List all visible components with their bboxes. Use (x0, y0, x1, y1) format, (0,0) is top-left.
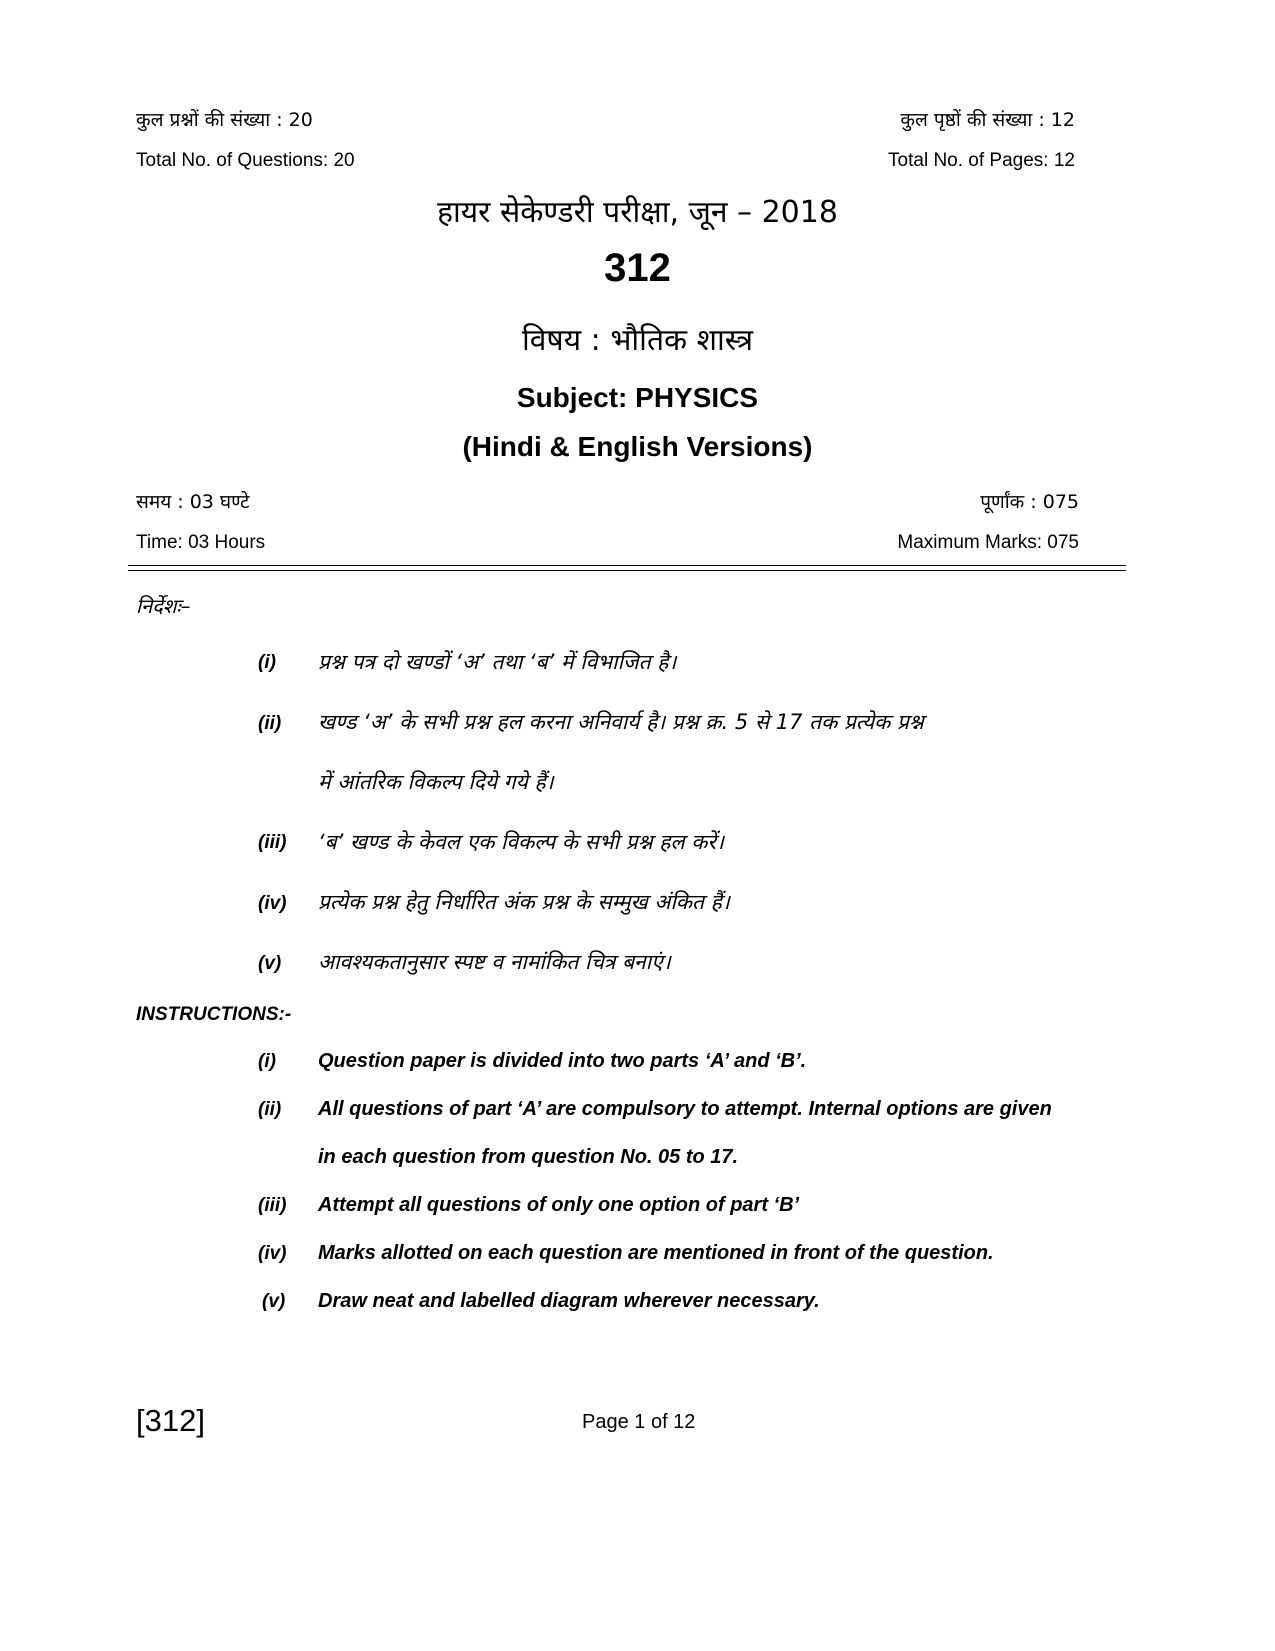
instruction-text: Attempt all questions of only one option of part ‘B’ (318, 1194, 800, 1216)
time-hindi: समय : 03 घण्टे (136, 491, 250, 513)
item-number: (iii) (258, 832, 287, 853)
subject-hindi: विषय : भौतिक शास्त्र (521, 323, 754, 358)
total-pages-hindi: कुल पृष्ठों की संख्या : 12 (900, 109, 1075, 131)
paper-code: 312 (604, 246, 671, 290)
subject-english: Subject: PHYSICS (516, 382, 759, 413)
total-pages: Total No. of Pages: 12 (888, 150, 1075, 171)
instruction-text: Question paper is divided into two parts ‘A’ and ‘B’. (318, 1050, 807, 1072)
instruction-text: प्रश्न पत्र दो खण्डों ‘अ’ तथा ‘ब’ में विभाजित है। (318, 650, 677, 674)
instruction-text: आवश्यकतानुसार स्पष्ट व नामांकित चित्र बनाएं। (318, 950, 671, 974)
item-number: (v) (258, 953, 282, 974)
instruction-text-continued: में आंतरिक विकल्प दिये गये हैं। (318, 770, 554, 794)
item-number: (v) (262, 1291, 286, 1312)
item-number: (iv) (258, 1243, 287, 1264)
instruction-text-continued: in each question from question No. 05 to 17. (318, 1146, 739, 1168)
item-number: (i) (258, 1051, 276, 1072)
time-english: Time: 03 Hours (136, 532, 266, 553)
divider-rule (128, 565, 1126, 566)
instruction-text: Marks allotted on each question are mentioned in front of the question. (318, 1242, 994, 1264)
item-number: (ii) (258, 1099, 282, 1120)
divider-rule (128, 570, 1126, 571)
page-number: Page 1 of 12 (582, 1411, 696, 1433)
total-questions-hindi: कुल प्रश्नों की संख्या : 20 (136, 109, 313, 131)
exam-title-hindi: हायर सेकेण्डरी परीक्षा, जून – 2018 (437, 195, 838, 230)
instruction-text: खण्ड ‘अ’ के सभी प्रश्न हल करना अनिवार्य है। प्रश्न क्र. 5 से 17 तक प्रत्येक प्रश्न (318, 710, 924, 734)
marks-hindi: पूर्णांक : 075 (980, 491, 1079, 513)
instruction-text: All questions of part ‘A’ are compulsory to attempt. Internal options are given (318, 1098, 1052, 1120)
instruction-text: ‘ब’ खण्ड के केवल एक विकल्प के सभी प्रश्न हल करें। (318, 830, 724, 854)
item-number: (i) (258, 652, 276, 673)
total-questions: Total No. of Questions: 20 (136, 150, 355, 171)
marks-english: Maximum Marks: 075 (897, 532, 1079, 553)
item-number: (iii) (258, 1195, 287, 1216)
instructions-heading-english: INSTRUCTIONS:- (136, 1004, 292, 1025)
instruction-text: Draw neat and labelled diagram wherever necessary. (318, 1290, 820, 1312)
versions-note: (Hindi & English Versions) (462, 431, 813, 462)
instructions-heading-hindi: निर्देशः– (136, 594, 191, 618)
footer-paper-code: [312] (136, 1403, 205, 1438)
instruction-text: प्रत्येक प्रश्न हेतु निर्धारित अंक प्रश्न के सम्मुख अंकित हैं। (318, 890, 730, 914)
item-number: (iv) (258, 893, 287, 914)
item-number: (ii) (258, 713, 282, 734)
